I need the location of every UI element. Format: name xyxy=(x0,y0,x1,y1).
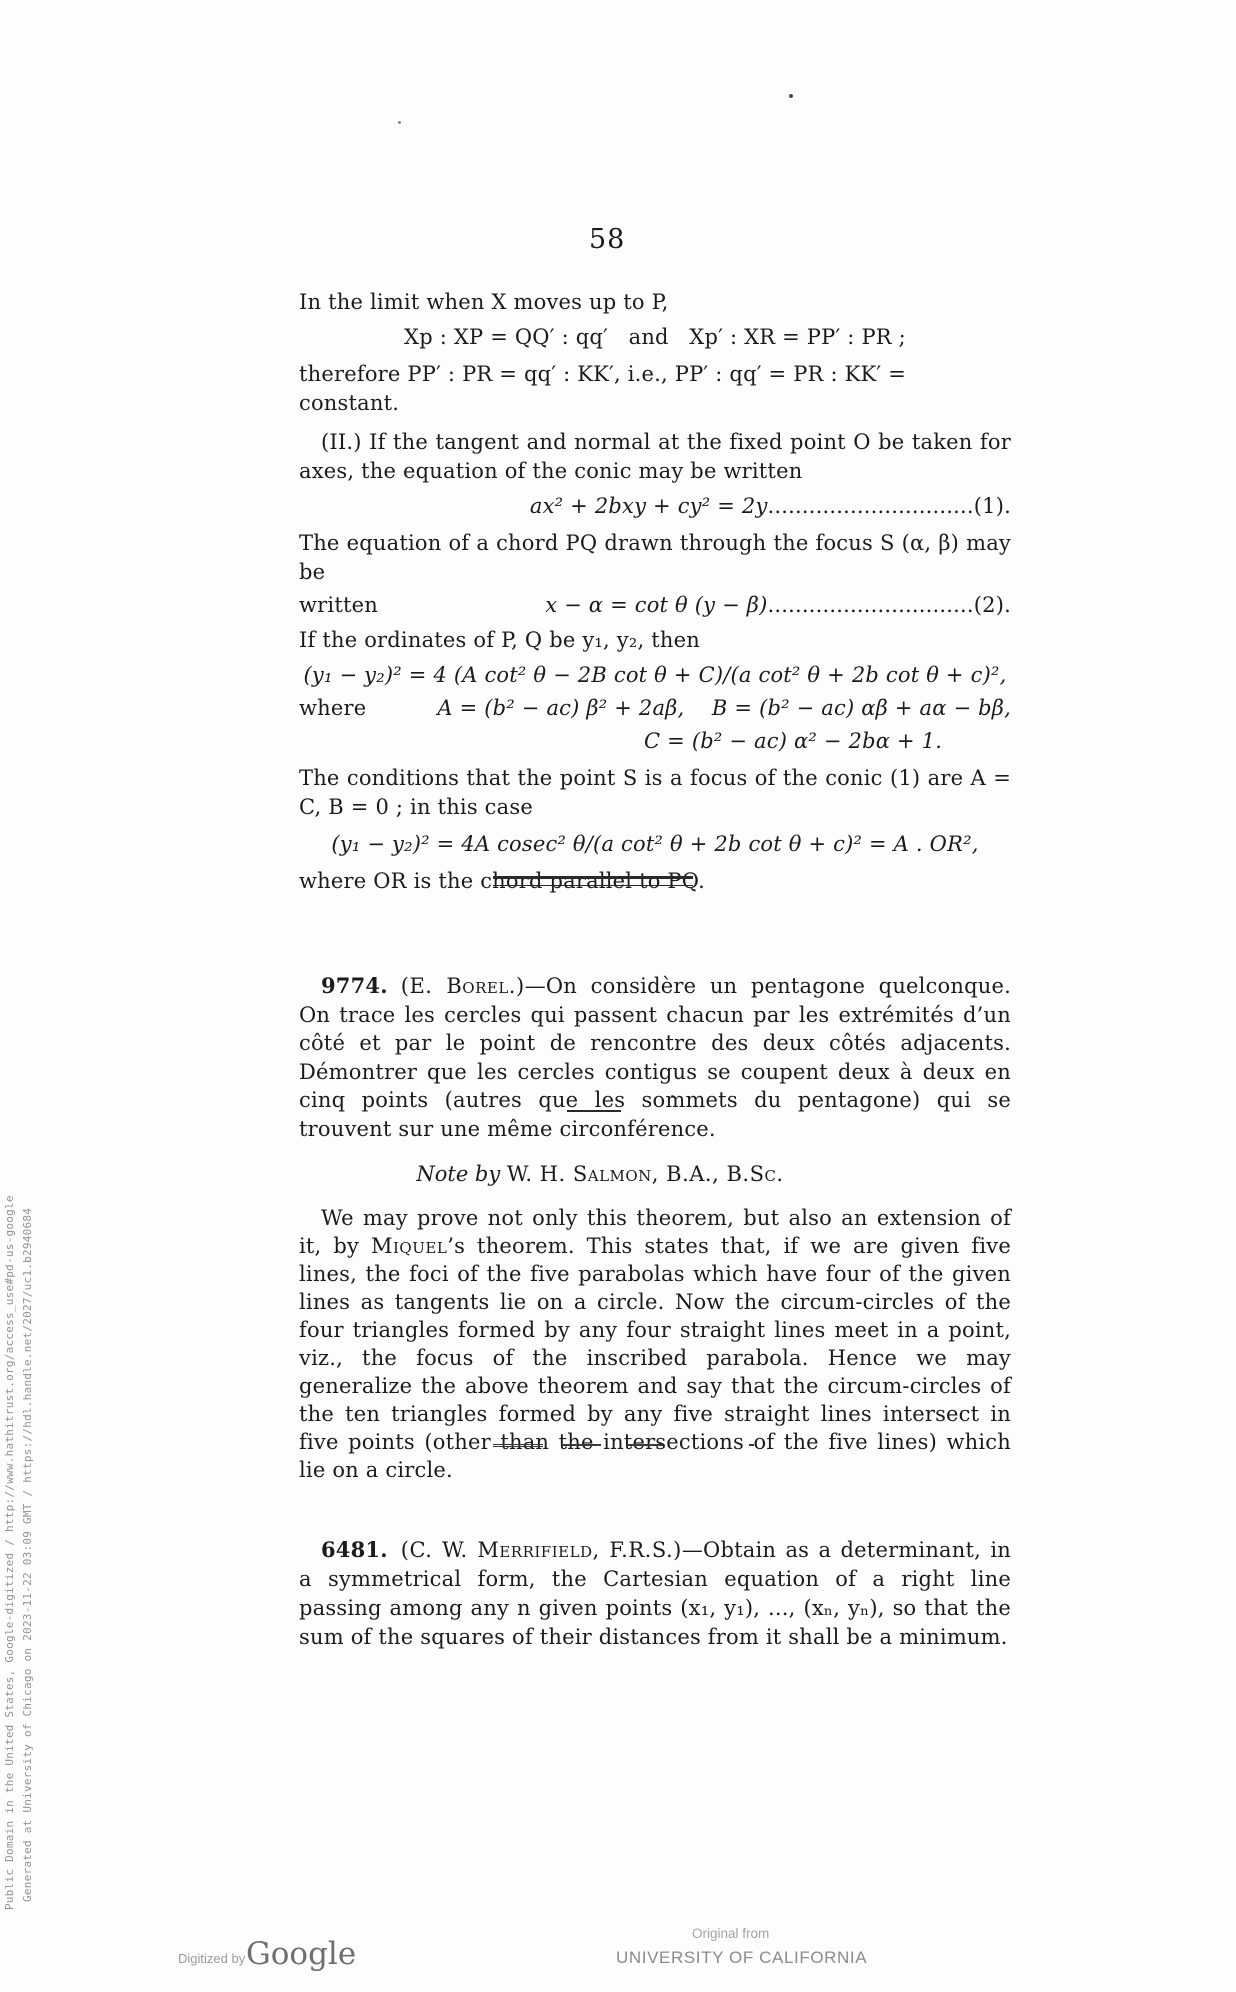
google-logo: Google xyxy=(246,1936,357,1972)
original-from-label: Original from xyxy=(692,1926,770,1941)
dash-segment xyxy=(493,1444,543,1447)
conic-equation-1 xyxy=(299,492,1011,521)
problem-9774-text: —On considère un pentagone quelconque. On trace les cercles qui passent chacun par les extrémités d’un côté et par le point de rencontre des deux côtés adjacents. Démontrer que les cercles contigus se coupent deux à deux en cinq points (autres que les sommets du pentagone) qui se trouvent sur une même circonférence. xyxy=(299,974,1011,1141)
ordinates-line: If the ordinates of P, Q be y₁, y₂, then xyxy=(299,628,700,652)
focus-conditions-paragraph: The conditions that the point S is a focus of the conic (1) are A = C, B = 0 ; in this case xyxy=(299,766,1011,819)
chord-paragraph: The equation of a chord PQ drawn through the focus S (α, β) may be xyxy=(299,531,1011,584)
page-number: 58 xyxy=(589,224,626,255)
scan-speck xyxy=(789,94,793,98)
short-rule-divider xyxy=(567,1110,621,1112)
y1-y2-equation: (y₁ − y₂)² = 4 (A cot² θ − 2B cot θ + C)/(a cot² θ + 2b cot θ + c)², xyxy=(303,663,1007,687)
chord-equation-2-math: x − α = cot θ (y − β) xyxy=(545,593,768,617)
chord-equation-2-leader: ..............................(2). xyxy=(767,593,1011,617)
where-A-B-line xyxy=(299,694,1011,723)
double-rule-divider xyxy=(493,876,693,886)
ratio-equation: Xp : XP = QQ′ : qq′ and Xp′ : XR = PP′ : PR ; xyxy=(404,325,906,349)
note-author: W. H. Salmon, B.A., B.Sc. xyxy=(506,1162,784,1186)
where-label: where xyxy=(299,696,367,720)
C-definition: C = (b² − ac) α² − 2bα + 1. xyxy=(644,729,943,753)
problem-9774-author: (E. Borel.) xyxy=(400,974,525,998)
sidebar-generated-line: Generated at University of Chicago on 2023-11-22 03:09 GMT / https://hdl.handle.net/2027/uc1.b2940684 xyxy=(21,1207,34,1902)
digitized-by-label: Digitized by xyxy=(178,1951,246,1966)
note-heading xyxy=(299,1162,1011,1186)
A-B-definitions: A = (b² − ac) β² + 2aβ, B = (b² − ac) αβ + aα − bβ, xyxy=(437,696,1011,720)
problem-6481-text: —Obtain as a determinant, in a symmetrical form, the Cartesian equation of a right line passing among any n given points (x₁, y₁), ..., (xₙ, yₙ), so that the sum of the squares of their distances from it shall be a minimum. xyxy=(299,1538,1011,1649)
dash-segment xyxy=(627,1444,663,1446)
problem-6481-number: 6481. xyxy=(321,1537,388,1562)
note-body-pre: We may prove not only this theorem, but also an extension of it, by xyxy=(299,1206,1011,1258)
solution-intro-line: In the limit when X moves up to P, xyxy=(299,290,669,314)
note-heading-inner xyxy=(416,1162,783,1186)
conic-equation-1-leader: ..............................(1). xyxy=(767,494,1011,518)
problem-6481-author: (C. W. Merrifield, F.R.S.) xyxy=(400,1538,682,1562)
paragraph-II: (II.) If the tangent and normal at the fixed point O be taken for axes, the equation of the conic may be written xyxy=(299,430,1011,483)
dash-segment xyxy=(563,1444,601,1446)
dashed-rule-divider xyxy=(493,1444,763,1447)
chord-equation-line xyxy=(299,591,1011,620)
problem-6481 xyxy=(299,1535,1011,1652)
therefore-line: therefore PP′ : PR = qq′ : KK′, i.e., PP′ : qq′ = PR : KK′ = constant. xyxy=(299,362,907,415)
conic-equation-1-math: ax² + 2bxy + cy² = 2y xyxy=(529,494,768,518)
note-body-post: ’s theorem. This states that, if we are given five lines, the foci of the five parabolas which have four of the given lines as tangents lie on a circle. Now the circum-circles of the four triangles formed by any four straight lines meet in a point, viz., the focus of the inscribed parabola. Hence we may generalize the above theorem and say that the circum-circles of the ten triangles formed by any five straight lines intersect in five points (other than the intersections of the five lines) which lie on a circle. xyxy=(299,1234,1011,1482)
dash-segment xyxy=(749,1444,754,1446)
solution-section xyxy=(299,288,1011,896)
note-by-label: Note by xyxy=(416,1162,507,1186)
cosec-equation: (y₁ − y₂)² = 4A cosec² θ/(a cot² θ + 2b cot θ + c)² = A . OR², xyxy=(331,832,979,856)
written-label: written xyxy=(299,593,378,617)
note-body-miquel: Miquel xyxy=(371,1234,448,1258)
university-label: UNIVERSITY OF CALIFORNIA xyxy=(616,1948,868,1967)
sidebar-public-domain-line: Public Domain in the United States, Google-digitized / http://www.hathitrust.org/access_use#pd-us-google xyxy=(3,1195,16,1910)
problem-9774-number: 9774. xyxy=(321,973,388,998)
scan-speck xyxy=(398,121,401,124)
problem-9774 xyxy=(299,972,1011,1143)
note-body xyxy=(299,1204,1011,1484)
chord-parallel-line: where OR is the chord parallel to PQ. xyxy=(299,869,705,893)
chord-equation-2 xyxy=(545,591,1011,620)
